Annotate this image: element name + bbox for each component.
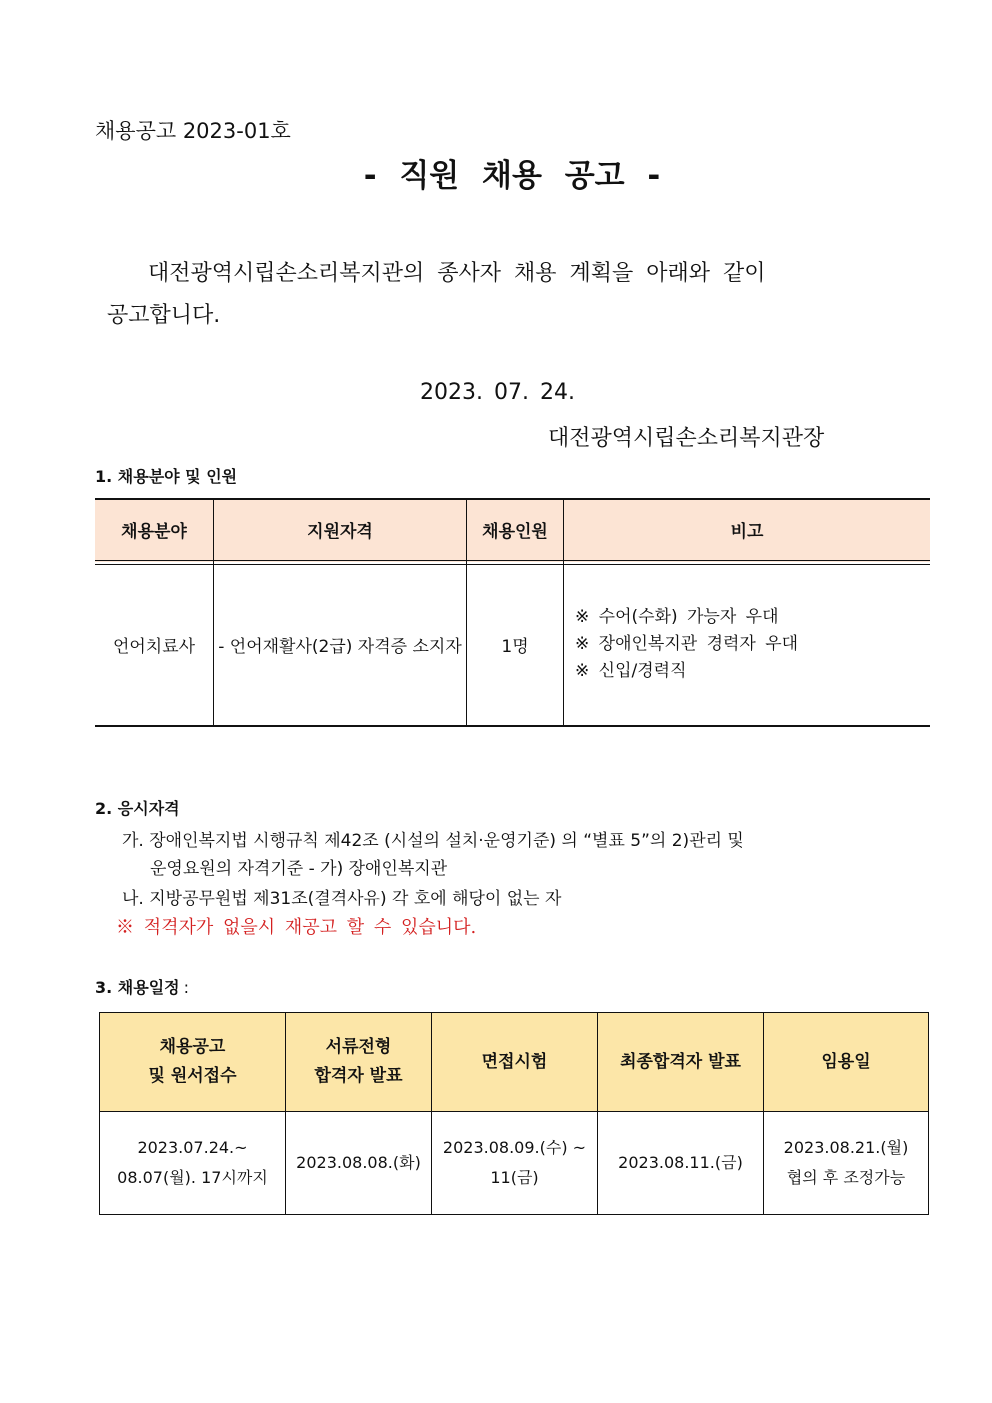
section-3-colon: :	[183, 978, 189, 997]
schedule-table	[99, 1012, 929, 1215]
cell-qualification: - 언어재활사(2급) 자격증 소지자	[218, 637, 462, 657]
header-interview: 면접시험	[481, 1051, 548, 1072]
section-2-title: 2. 응시자격	[95, 799, 180, 818]
value-line: 11(금)	[490, 1168, 539, 1187]
issue-date: 2023. 07. 24.	[420, 380, 575, 405]
value-appointment	[764, 1112, 928, 1214]
note-item: ※ 수어(수화) 가능자 우대	[575, 607, 779, 627]
recruitment-table	[95, 498, 930, 727]
table-bottom-border	[95, 725, 930, 727]
section-3-title-text: 3. 채용일정	[95, 978, 180, 997]
header-qualification: 지원자격	[307, 521, 373, 542]
header-count: 채용인원	[482, 521, 548, 542]
value-line: 2023.08.21.(월)	[783, 1138, 909, 1157]
notice-number: 채용공고 2023-01호	[95, 119, 291, 143]
cell-notes	[575, 564, 798, 725]
value-line: 협의 후 조정가능	[786, 1168, 906, 1187]
value-line: 08.07(월). 17시까지	[117, 1168, 268, 1187]
re-announcement-warning: ※ 적격자가 없을시 재공고 할 수 있습니다.	[116, 917, 477, 938]
intro-line-2: 공고합니다.	[107, 303, 221, 328]
header-notes: 비고	[730, 521, 764, 542]
eligibility-item-b: 나. 지방공무원법 제31조(결격사유) 각 호에 해당이 없는 자	[122, 889, 562, 909]
header-announcement	[100, 1013, 285, 1111]
header-final-result: 최종합격자 발표	[620, 1051, 741, 1072]
cell-field: 언어치료사	[112, 637, 196, 657]
intro-line-1: 대전광역시립손소리복지관의 종사자 채용 계획을 아래와 같이	[148, 261, 766, 286]
value-final-result: 2023.08.11.(금)	[618, 1153, 743, 1172]
page-title: - 직원 채용 공고 -	[363, 158, 661, 194]
value-line: 2023.08.09.(수) ~	[442, 1138, 587, 1157]
note-item: ※ 신입/경력직	[575, 661, 687, 681]
eligibility-item-a-line-1: 가. 장애인복지법 시행규칙 제42조 (시설의 설치·운영기준) 의 “별표 5”의 2)관리 및	[122, 831, 744, 851]
header-line: 및 원서접수	[148, 1066, 237, 1086]
header-line: 합격자 발표	[314, 1066, 403, 1086]
section-3-title	[95, 975, 189, 998]
value-document-screening: 2023.08.08.(화)	[296, 1153, 421, 1172]
header-appointment: 임용일	[821, 1051, 871, 1072]
header-document-screening	[286, 1013, 431, 1111]
value-interview	[432, 1112, 597, 1214]
section-1-title: 1. 채용분야 및 인원	[95, 467, 238, 486]
cell-count: 1명	[501, 637, 529, 657]
value-line: 2023.07.24.~	[137, 1138, 248, 1157]
header-line: 채용공고	[159, 1037, 226, 1057]
eligibility-item-a-line-2: 운영요원의 자격기준 - 가) 장애인복지관	[150, 859, 448, 879]
note-item: ※ 장애인복지관 경력자 우대	[575, 634, 799, 654]
issuing-organization: 대전광역시립손소리복지관장	[548, 426, 825, 451]
header-line: 서류전형	[325, 1037, 392, 1057]
value-announcement	[100, 1112, 285, 1214]
header-field: 채용분야	[121, 521, 187, 542]
